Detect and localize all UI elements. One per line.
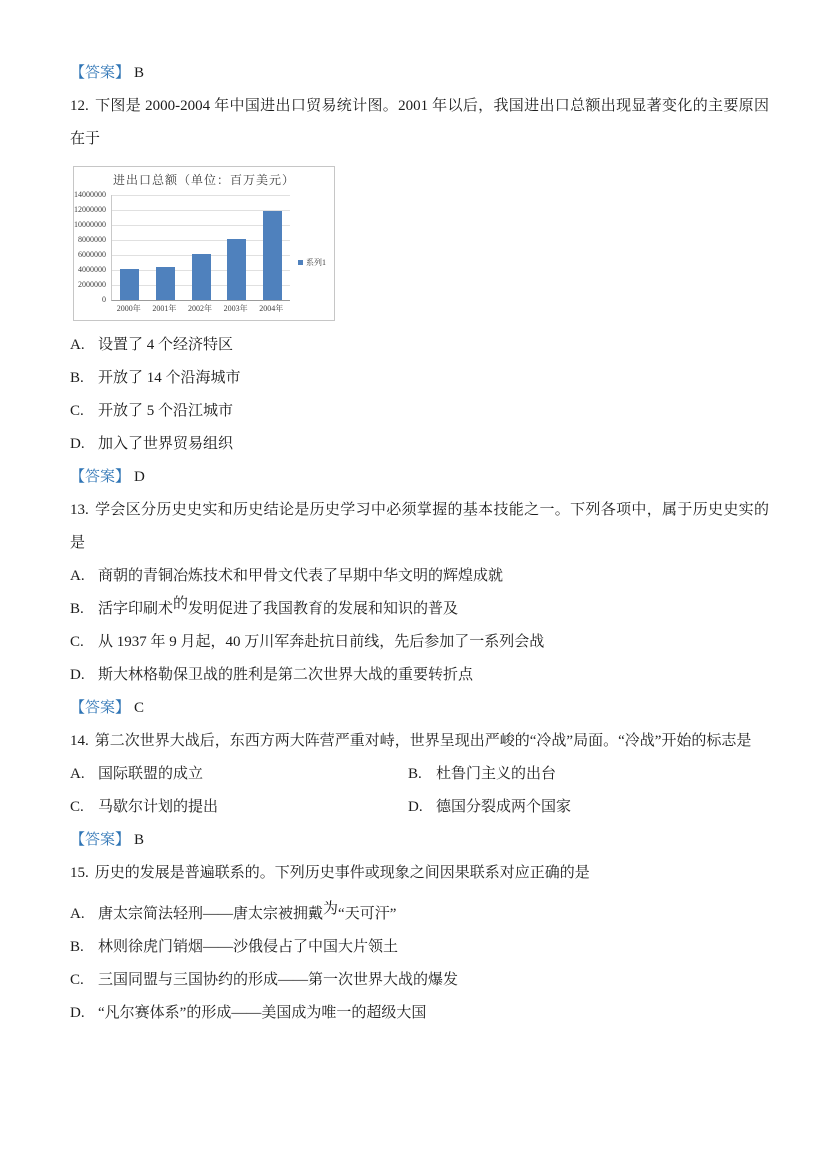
question-15-option-b <box>70 931 769 964</box>
option-text: 商朝的青铜冶炼技术和甲骨文代表了早期中华文明的辉煌成就 <box>98 568 504 584</box>
option-label: B. <box>408 766 422 782</box>
answer-line-q12 <box>70 461 769 494</box>
y-tick-label: 6000000 <box>78 250 106 259</box>
option-label: C. <box>70 972 84 988</box>
chart-legend <box>298 257 326 268</box>
y-tick-label: 2000000 <box>78 280 106 289</box>
question-14-option-d <box>408 791 769 824</box>
option-text: 开放了 14 个沿海城市 <box>98 370 241 386</box>
chart-x-axis <box>74 303 334 317</box>
option-label: C. <box>70 799 84 815</box>
option-text: 林则徐虎门销烟——沙俄侵占了中国大片领土 <box>98 939 399 955</box>
question-13-option-c <box>70 626 769 659</box>
answer-line-q11 <box>70 57 769 90</box>
answer-value: C <box>134 700 145 716</box>
bar-2000年 <box>120 269 139 301</box>
option-label: D. <box>70 667 85 683</box>
option-text: 国际联盟的成立 <box>98 766 204 782</box>
bar-2003年 <box>227 239 246 300</box>
x-tick-label: 2000年 <box>116 304 141 313</box>
question-12-option-c <box>70 395 769 428</box>
option-text: 三国同盟与三国协约的形成——第一次世界大战的爆发 <box>98 972 459 988</box>
question-stem: 历史的发展是普遍联系的。下列历史事件或现象之间因果联系对应正确的是 <box>94 865 590 881</box>
x-tick-label: 2002年 <box>188 304 212 313</box>
x-tick-label: 2004年 <box>259 304 284 313</box>
question-number: 14. <box>70 733 89 749</box>
x-tick-label: 2001年 <box>152 304 177 313</box>
question-number: 13. <box>70 502 89 518</box>
chart-y-axis <box>74 190 108 304</box>
option-label: B. <box>70 601 84 617</box>
bar-2001年 <box>156 267 175 300</box>
question-12-option-b <box>70 362 769 395</box>
raised-character: 为 <box>323 901 339 917</box>
question-12-option-d <box>70 428 769 461</box>
chart-title: 进出口总额（单位：百万美元） <box>112 173 295 187</box>
option-text: 杜鲁门主义的出台 <box>436 766 557 782</box>
question-13-option-b <box>70 593 769 626</box>
chart-area <box>74 190 334 304</box>
option-text: 设置了 4 个经济特区 <box>98 337 234 353</box>
x-tick-label: 2003年 <box>223 304 248 313</box>
legend-swatch <box>298 260 303 265</box>
answer-label: 【答案】 <box>70 700 131 716</box>
question-stem: 学会区分历史史实和历史结论是历史学习中必须掌握的基本技能之一。下列各项中，属于历史史实的是 <box>70 502 769 551</box>
question-number: 15. <box>70 865 89 881</box>
question-15-option-a <box>70 898 769 931</box>
option-label: A. <box>70 766 85 782</box>
option-text <box>98 898 769 931</box>
option-text: 斯大林格勒保卫战的胜利是第二次世界大战的重要转折点 <box>98 667 474 683</box>
option-label: A. <box>70 568 85 584</box>
option-text-pre: 唐太宗简法轻刑——唐太宗被拥戴 <box>98 906 324 922</box>
option-label: B. <box>70 370 84 386</box>
answer-value: D <box>134 469 145 485</box>
y-tick-label: 14000000 <box>74 190 106 199</box>
answer-line-q14 <box>70 824 769 857</box>
question-15-options <box>70 898 769 1030</box>
bar-2002年 <box>192 254 211 300</box>
question-14-options-row-1 <box>70 758 769 791</box>
y-tick-label: 8000000 <box>78 235 106 244</box>
y-tick-label: 4000000 <box>78 265 106 274</box>
option-text: 马歇尔计划的提出 <box>98 799 219 815</box>
option-text: 开放了 5 个沿江城市 <box>98 403 234 419</box>
y-tick-label: 10000000 <box>74 220 106 229</box>
question-13-option-a <box>70 560 769 593</box>
option-text-post: “天可汗” <box>338 906 397 922</box>
bar-2004年 <box>263 211 282 300</box>
question-14-text <box>70 725 769 758</box>
raised-character: 的 <box>173 596 189 612</box>
answer-label: 【答案】 <box>70 65 131 81</box>
question-12-option-a <box>70 329 769 362</box>
chart-plot <box>111 195 290 301</box>
option-text: 从 1937 年 9 月起，40 万川军奔赴抗日前线，先后参加了一系列会战 <box>98 634 545 650</box>
question-15-option-d <box>70 997 769 1030</box>
legend-label: 系列1 <box>306 258 326 267</box>
option-text: “凡尔赛体系”的形成——美国成为唯一的超级大国 <box>98 1005 427 1021</box>
answer-value: B <box>134 65 145 81</box>
question-stem: 第二次世界大战后，东西方两大阵营严重对峙，世界呈现出严峻的“冷战”局面。“冷战”开始的标志是 <box>94 733 752 749</box>
trade-bar-chart <box>73 166 335 321</box>
question-15-text <box>70 857 769 890</box>
answer-label: 【答案】 <box>70 469 131 485</box>
option-label: D. <box>70 1005 85 1021</box>
question-14-option-c <box>70 791 408 824</box>
gridline <box>112 195 290 196</box>
option-label: D. <box>408 799 423 815</box>
option-label: B. <box>70 939 84 955</box>
option-label: C. <box>70 403 84 419</box>
question-stem: 下图是 2000-2004 年中国进出口贸易统计图。2001 年以后，我国进出口总额出现显著变化的主要原因在于 <box>70 98 769 147</box>
question-13-text <box>70 494 769 560</box>
answer-label: 【答案】 <box>70 832 131 848</box>
option-label: D. <box>70 436 85 452</box>
option-text: 加入了世界贸易组织 <box>98 436 234 452</box>
option-text: 德国分裂成两个国家 <box>436 799 572 815</box>
option-text-pre: 活字印刷术 <box>98 601 174 617</box>
question-number: 12. <box>70 98 89 114</box>
question-15-option-c <box>70 964 769 997</box>
option-text <box>98 593 769 626</box>
question-14-option-b <box>408 758 769 791</box>
option-label: C. <box>70 634 84 650</box>
answer-value: B <box>134 832 145 848</box>
option-label: A. <box>70 337 85 353</box>
option-label: A. <box>70 906 85 922</box>
y-tick-label: 0 <box>102 295 106 304</box>
option-text-post: 发明促进了我国教育的发展和知识的普及 <box>188 601 459 617</box>
question-14-options-row-2 <box>70 791 769 824</box>
y-tick-label: 12000000 <box>74 205 106 214</box>
answer-line-q13 <box>70 692 769 725</box>
question-13-option-d <box>70 659 769 692</box>
question-12-text <box>70 90 769 156</box>
question-14-option-a <box>70 758 408 791</box>
